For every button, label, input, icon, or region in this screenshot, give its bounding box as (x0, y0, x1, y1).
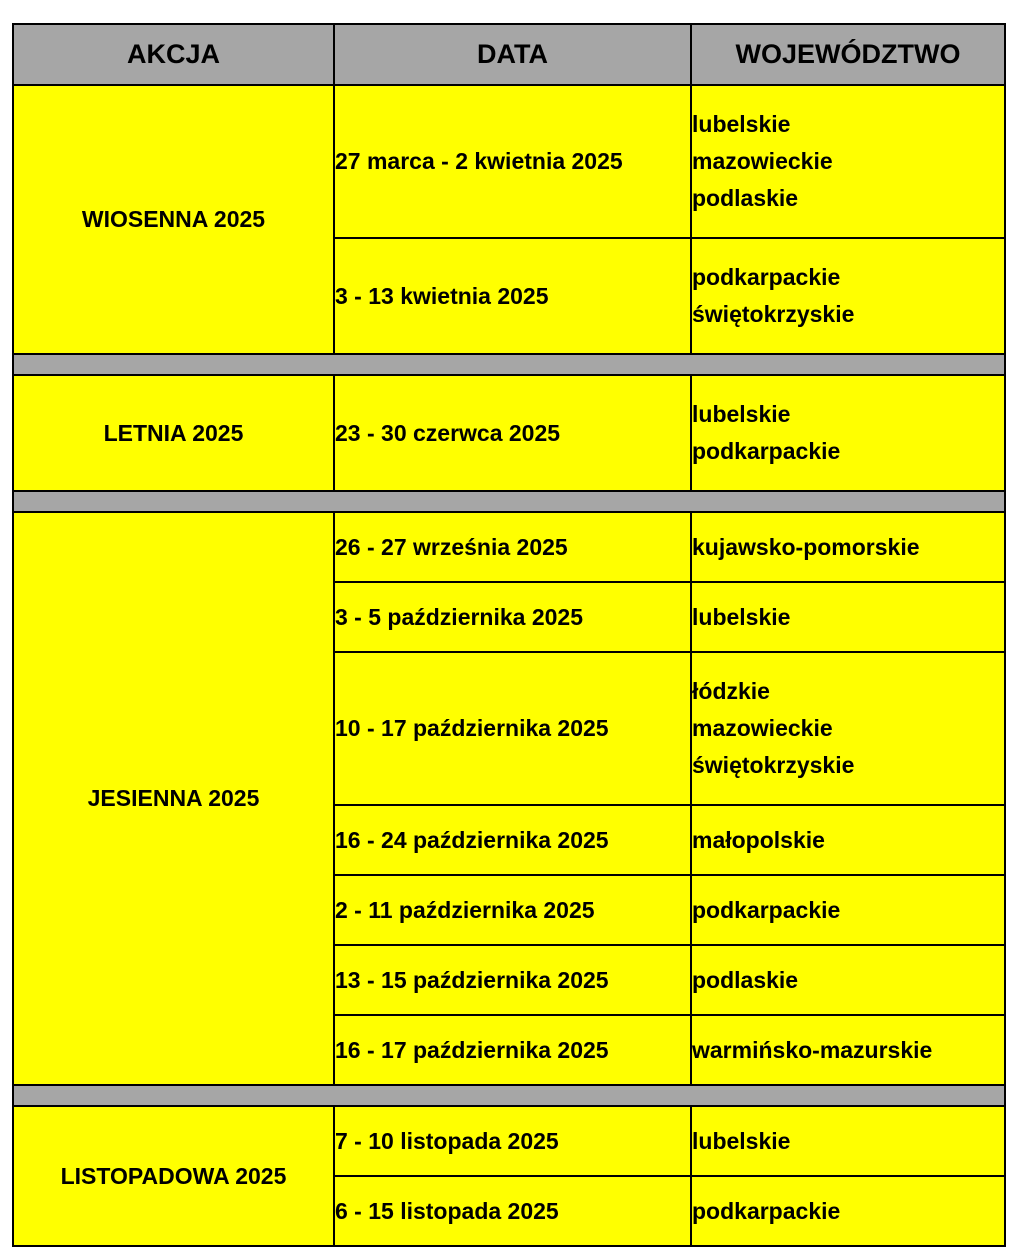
voivodeship-name: lubelskie (692, 401, 791, 427)
voivodeship-cell (691, 1106, 1005, 1176)
schedule-table (12, 23, 1006, 1247)
voivodeship-name: podkarpackie (692, 1197, 841, 1224)
table-row (13, 375, 1005, 491)
date-cell: 6 - 15 listopada 2025 (334, 1176, 691, 1246)
voivodeship-cell (691, 1176, 1005, 1246)
table-row (13, 512, 1005, 582)
voivodeship-name: podkarpackie (692, 896, 841, 923)
voivodeship-name: świętokrzyskie (692, 301, 855, 327)
voivodeship-name: podlaskie (692, 185, 799, 211)
action-cell-jesienna: JESIENNA 2025 (13, 512, 334, 1085)
voivodeship-name: lubelskie (692, 1127, 791, 1154)
voivodeship-name: łódzkie (692, 678, 770, 704)
date-cell: 23 - 30 czerwca 2025 (334, 375, 691, 491)
separator (13, 491, 1005, 512)
voivodeship-cell (691, 238, 1005, 354)
header-row (13, 24, 1005, 85)
voivodeship-cell (691, 1015, 1005, 1085)
voivodeship-cell (691, 875, 1005, 945)
voivodeship-cell (691, 375, 1005, 491)
table-row (13, 85, 1005, 238)
date-cell: 27 marca - 2 kwietnia 2025 (334, 85, 691, 238)
voivodeship-name: mazowieckie (692, 148, 833, 174)
table-row (13, 1106, 1005, 1176)
voivodeship-name: podkarpackie (692, 438, 841, 464)
voivodeship-name: warmińsko-mazurskie (692, 1036, 933, 1063)
action-cell-wiosenna: WIOSENNA 2025 (13, 85, 334, 354)
voivodeship-cell (691, 582, 1005, 652)
header-akcja: AKCJA (13, 24, 334, 85)
date-cell: 26 - 27 września 2025 (334, 512, 691, 582)
header-data: DATA (334, 24, 691, 85)
date-cell: 3 - 13 kwietnia 2025 (334, 238, 691, 354)
date-cell: 10 - 17 października 2025 (334, 652, 691, 805)
voivodeship-name: lubelskie (692, 111, 791, 137)
voivodeship-cell (691, 652, 1005, 805)
voivodeship-name: mazowieckie (692, 715, 833, 741)
separator (13, 1085, 1005, 1106)
voivodeship-name: kujawsko-pomorskie (692, 533, 920, 560)
date-cell: 3 - 5 października 2025 (334, 582, 691, 652)
voivodeship-cell (691, 512, 1005, 582)
separator-row (13, 354, 1005, 375)
action-cell-letnia: LETNIA 2025 (13, 375, 334, 491)
voivodeship-name: podlaskie (692, 966, 799, 993)
voivodeship-name: świętokrzyskie (692, 752, 855, 778)
date-cell: 2 - 11 października 2025 (334, 875, 691, 945)
voivodeship-cell (691, 85, 1005, 238)
voivodeship-name: lubelskie (692, 603, 791, 630)
date-cell: 7 - 10 listopada 2025 (334, 1106, 691, 1176)
voivodeship-name: małopolskie (692, 826, 825, 853)
separator-row (13, 491, 1005, 512)
voivodeship-cell (691, 945, 1005, 1015)
date-cell: 13 - 15 października 2025 (334, 945, 691, 1015)
header-wojewodztwo: WOJEWÓDZTWO (691, 24, 1005, 85)
voivodeship-cell (691, 805, 1005, 875)
date-cell: 16 - 24 października 2025 (334, 805, 691, 875)
action-cell-listopadowa: LISTOPADOWA 2025 (13, 1106, 334, 1246)
separator-row (13, 1085, 1005, 1106)
voivodeship-name: podkarpackie (692, 264, 841, 290)
separator (13, 354, 1005, 375)
date-cell: 16 - 17 października 2025 (334, 1015, 691, 1085)
